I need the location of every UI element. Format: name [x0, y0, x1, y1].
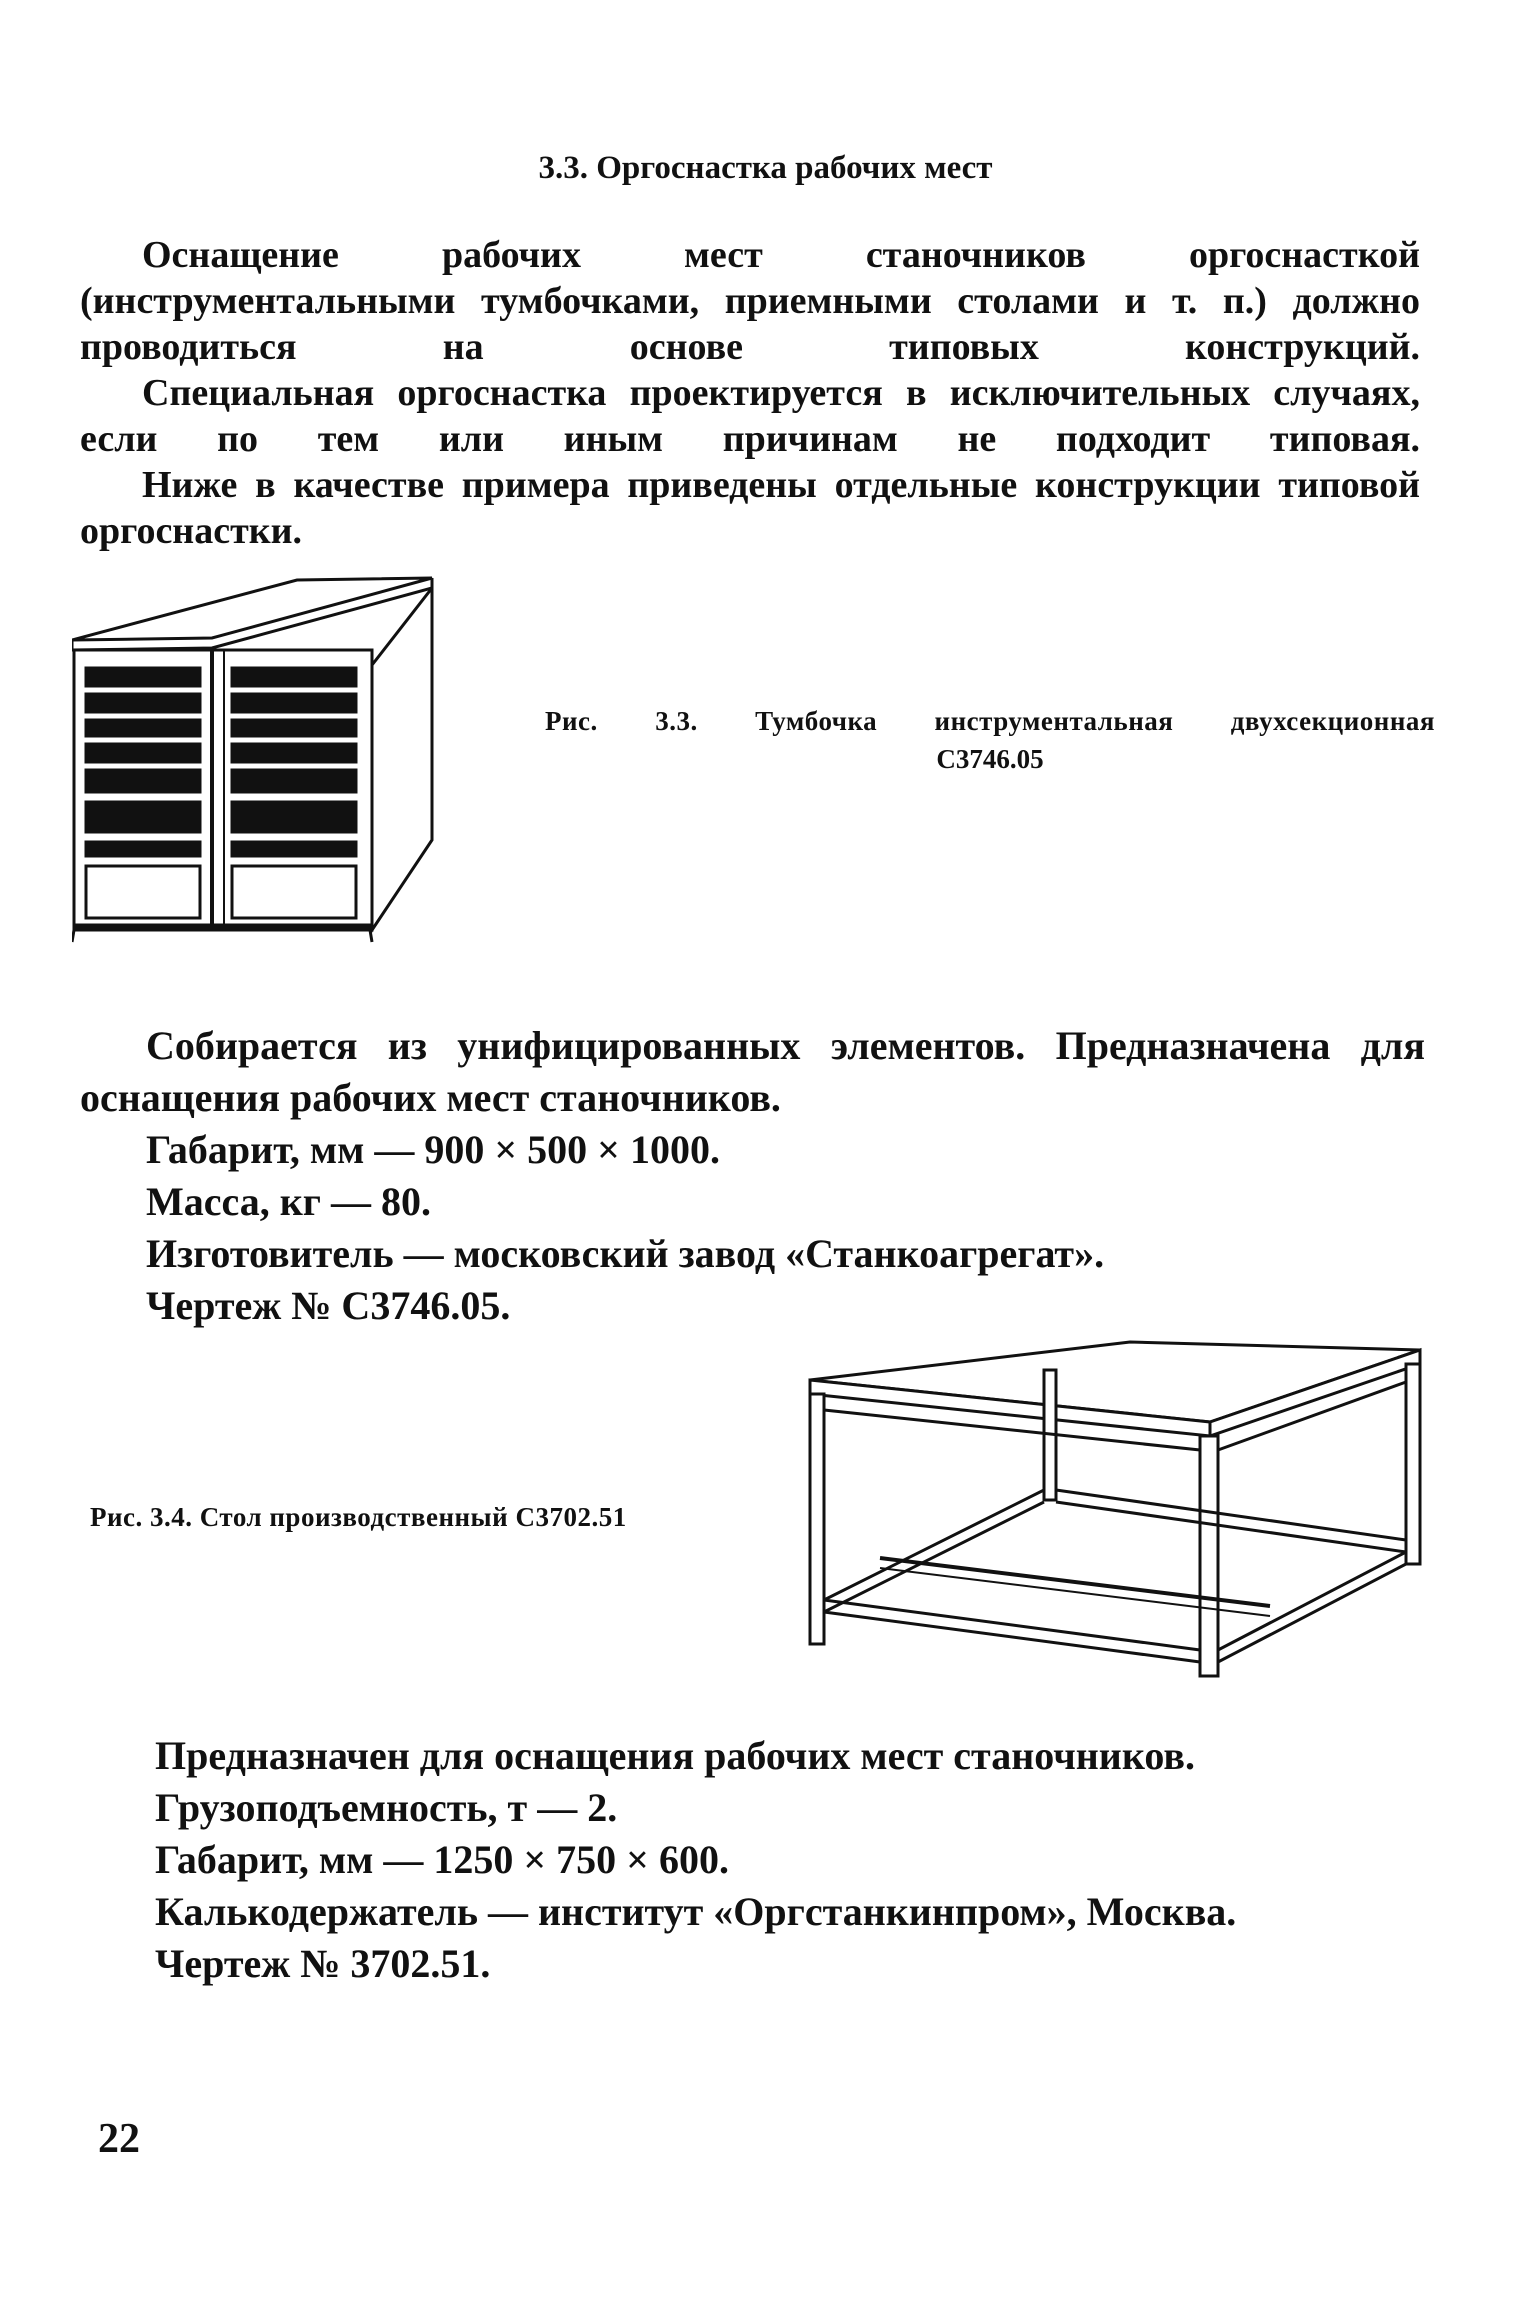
- cabinet-mass: Масса, кг — 80.: [146, 1179, 431, 1224]
- intro-paragraph-1: Оснащение рабочих мест станочников оргоснасткой (инструментальными тумбочками, приемными столами и т. п.) должно проводиться на основе типовых конструкций.: [80, 234, 1420, 368]
- table-leg-back-right: [1406, 1364, 1420, 1564]
- figure-3-3-caption: Рис. 3.3. Тумбочка инструментальная двухсекционная: [545, 706, 1435, 736]
- section-heading: 3.3. Оргоснастка рабочих мест: [538, 150, 993, 186]
- intro-text: [80, 232, 1420, 554]
- table-specs: [155, 1730, 1236, 1990]
- table-description: Предназначен для оснащения рабочих мест станочников.: [155, 1733, 1195, 1778]
- cabinet-top: [72, 578, 432, 640]
- intro-paragraph-3: Ниже в качестве примера приведены отдельные конструкции типовой оргоснастки.: [80, 464, 1420, 552]
- table-dimensions: Габарит, мм — 1250 × 750 × 600.: [155, 1837, 729, 1882]
- cabinet-drawing: Чертеж № С3746.05.: [146, 1283, 511, 1328]
- page-number: 22: [98, 2116, 140, 2162]
- cabinet-dimensions: Габарит, мм — 900 × 500 × 1000.: [146, 1127, 720, 1172]
- figure-3-3-code: С3746.05: [936, 744, 1044, 774]
- table-capacity: Грузоподъемность, т — 2.: [155, 1785, 618, 1830]
- production-table-figure: [800, 1340, 1440, 1680]
- table-holder: Калькодержатель — институт «Оргстанкинпром», Москва.: [155, 1889, 1237, 1934]
- table-drawing: Чертеж № 3702.51.: [155, 1941, 491, 1986]
- table-leg-front-right: [1200, 1436, 1218, 1676]
- intro-paragraph-2: Специальная оргоснастка проектируется в исключительных случаях, если по тем или иным причинам не подходит типовая.: [80, 372, 1420, 460]
- figure-3-4-caption: Рис. 3.4. Стол производственный С3702.51: [90, 1502, 627, 1532]
- tool-cabinet-figure: [72, 570, 452, 950]
- cabinet-side: [372, 588, 432, 930]
- cabinet-description: Собирается из унифицированных элементов. Предназначена для оснащения рабочих мест станочников.: [80, 1023, 1425, 1120]
- cabinet-specs: [80, 1020, 1425, 1332]
- table-leg-front-left: [810, 1394, 824, 1644]
- cabinet-manufacturer: Изготовитель — московский завод «Станкоагрегат».: [146, 1231, 1105, 1276]
